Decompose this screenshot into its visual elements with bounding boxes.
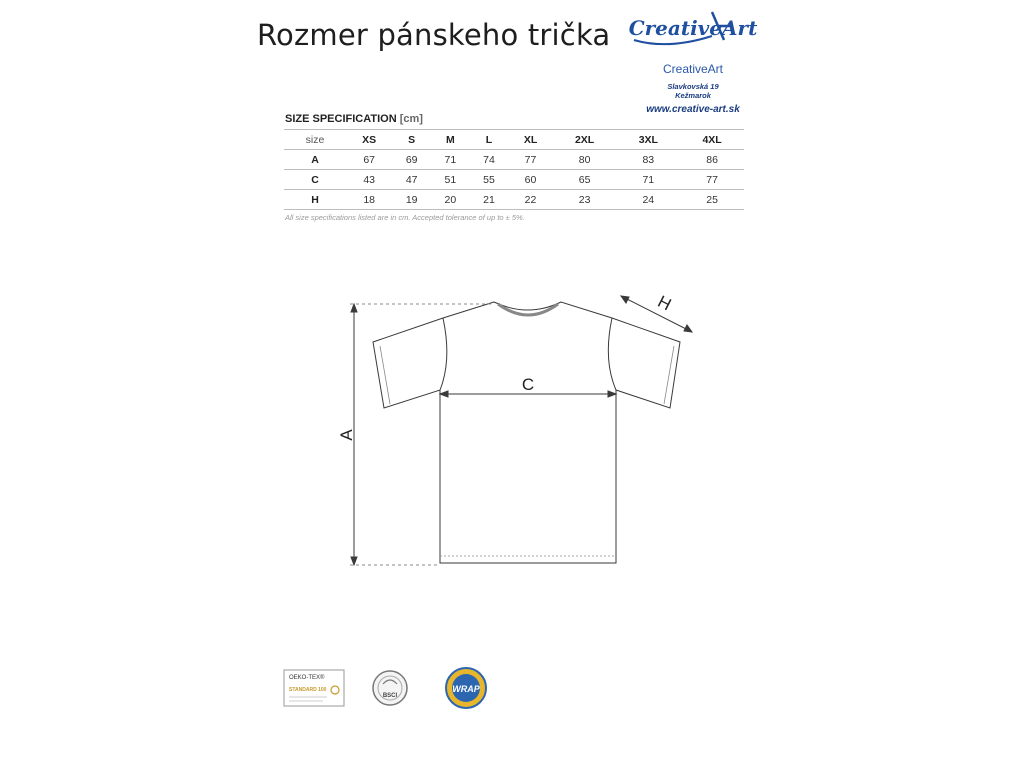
table-cell: 25: [680, 190, 744, 210]
table-cell: 77: [680, 170, 744, 190]
wrap-label: WRAP: [452, 684, 480, 694]
header-size: 3XL: [616, 130, 680, 150]
table-cell: 23: [553, 190, 617, 210]
size-table: [284, 129, 744, 210]
table-cell: 74: [470, 150, 509, 170]
brand-name: CreativeArt: [662, 62, 724, 76]
spec-heading: [285, 113, 423, 125]
table-cell: 21: [470, 190, 509, 210]
row-label: C: [284, 170, 346, 190]
header-size: XS: [346, 130, 392, 150]
tshirt-outline: [373, 302, 680, 563]
label-a: A: [337, 429, 356, 441]
table-cell: 71: [616, 170, 680, 190]
brand-address: [628, 82, 758, 100]
table-cell: 18: [346, 190, 392, 210]
dimension-h: [621, 296, 692, 332]
wrap-badge: [446, 668, 486, 708]
spec-unit: [cm]: [399, 113, 423, 125]
header-size: M: [431, 130, 470, 150]
table-cell: 55: [470, 170, 509, 190]
dimension-a: [350, 304, 494, 565]
bsci-label: BSCI: [382, 693, 398, 699]
bsci-badge: [373, 671, 407, 705]
row-label: H: [284, 190, 346, 210]
table-cell: 77: [508, 150, 552, 170]
header-size: L: [470, 130, 509, 150]
table-cell: 51: [431, 170, 470, 190]
table-row: [284, 170, 744, 190]
table-cell: 80: [553, 150, 617, 170]
table-row: [284, 150, 744, 170]
table-cell: 60: [508, 170, 552, 190]
oeko-tex-title: OEKO-TEX®: [289, 675, 325, 681]
certification-badges: [283, 664, 503, 714]
page-title: Rozmer pánskeho trička: [257, 18, 611, 52]
table-cell: 43: [346, 170, 392, 190]
header-size: 4XL: [680, 130, 744, 150]
header-size: S: [392, 130, 431, 150]
brand-block: [628, 6, 758, 115]
oeko-tex-standard: STANDARD 100: [289, 687, 327, 693]
oeko-tex-badge: [284, 670, 344, 706]
header-size: XL: [508, 130, 552, 150]
tshirt-diagram: [330, 290, 700, 580]
brand-website[interactable]: www.creative-art.sk: [646, 104, 740, 115]
table-cell: 19: [392, 190, 431, 210]
spec-note: All size specifications listed are in cm. Accepted tolerance of up to ± 5%.: [285, 213, 525, 222]
label-c: C: [521, 375, 535, 394]
table-cell: 24: [616, 190, 680, 210]
brand-logo: [628, 6, 758, 50]
table-cell: 22: [508, 190, 552, 210]
row-label: A: [284, 150, 346, 170]
table-cell: 86: [680, 150, 744, 170]
table-cell: 83: [616, 150, 680, 170]
brand-address-line1: Slavkovská 19: [667, 82, 719, 91]
label-h: H: [654, 291, 675, 315]
header-size: 2XL: [553, 130, 617, 150]
brand-logo-text: CreativeArt: [628, 16, 758, 40]
spec-heading-text: SIZE SPECIFICATION: [285, 113, 397, 125]
table-row: [284, 190, 744, 210]
brand-address-line2: Kežmarok: [675, 91, 711, 100]
table-cell: 65: [553, 170, 617, 190]
header-size-label: size: [284, 130, 346, 150]
table-header-row: [284, 130, 744, 150]
table-cell: 20: [431, 190, 470, 210]
table-cell: 71: [431, 150, 470, 170]
table-cell: 67: [346, 150, 392, 170]
table-cell: 69: [392, 150, 431, 170]
table-cell: 47: [392, 170, 431, 190]
